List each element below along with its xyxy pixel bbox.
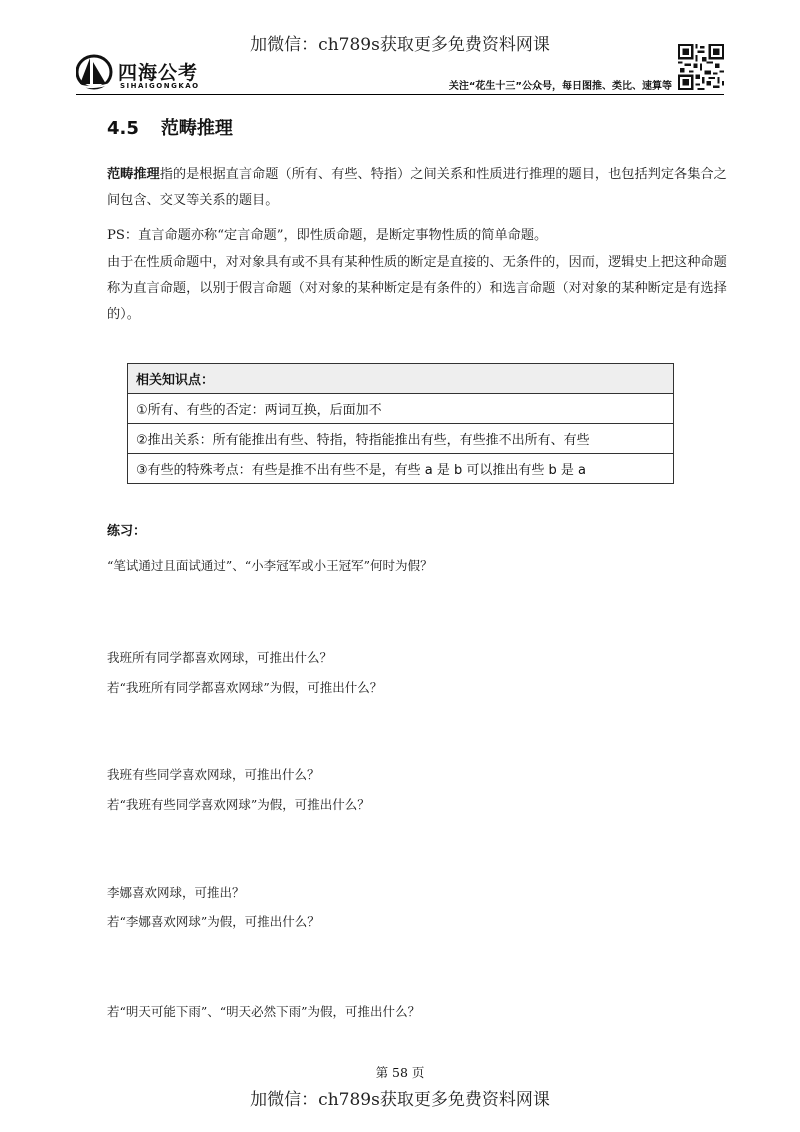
page-header (76, 44, 724, 94)
watermark-top: 加微信：ch789s获取更多免费资料网课 (250, 35, 550, 55)
logo-subtext: SIHAIGONGKAO (120, 82, 200, 90)
practice-question: 若“李娜喜欢网球”为假，可推出什么？ (107, 914, 320, 929)
knowledge-points-table (127, 363, 674, 484)
sail-logo-icon (76, 54, 116, 90)
practice-question: 若“明天可能下雨”、“明天必然下雨”为假，可推出什么？ (107, 1004, 421, 1019)
definition-paragraph (107, 162, 729, 214)
definition-text: 指的是根据直言命题（所有、有些、特指）之间关系和性质进行推理的题目，也包括判定各集合之间包含、交叉等关系的题目。 (107, 167, 727, 208)
header-divider (76, 94, 724, 95)
section-heading (107, 114, 233, 140)
practice-question: 我班有些同学喜欢网球，可推出什么？ (107, 767, 320, 782)
practice-question: 若“我班所有同学都喜欢网球”为假，可推出什么？ (107, 680, 383, 695)
ps-text: PS：直言命题亦称“定言命题”，即性质命题，是断定事物性质的简单命题。 (107, 228, 548, 243)
table-cell: ①所有、有些的否定：两词互换，后面加不 (128, 394, 674, 424)
table-cell: ②推出关系：所有能推出有些、特指，特指能推出有些，有些推不出所有、有些 (128, 424, 674, 454)
watermark-bottom: 加微信：ch789s获取更多免费资料网课 (250, 1090, 550, 1110)
follow-notice: 关注“花生十三”公众号，每日图推、类比、速算等 (448, 81, 672, 92)
qr-code-icon (678, 44, 724, 90)
section-title: 范畴推理 (160, 118, 233, 139)
explanation-paragraph (107, 250, 729, 328)
definition-term: 范畴推理 (107, 167, 160, 182)
logo-text: 四海公考 (118, 62, 199, 84)
ps-paragraph (107, 223, 729, 249)
practice-question: “笔试通过且面试通过”、“小李冠军或小王冠军”何时为假？ (107, 558, 433, 573)
logo (76, 54, 236, 94)
table-header-cell: 相关知识点： (128, 364, 674, 394)
page-number: 第 58 页 (375, 1065, 425, 1080)
table-row (128, 394, 674, 424)
table-row (128, 454, 674, 484)
table-cell: ③有些的特殊考点：有些是推不出有些不是，有些 a 是 b 可以推出有些 b 是 a (128, 454, 674, 484)
practice-question: 若“我班有些同学喜欢网球”为假，可推出什么？ (107, 797, 370, 812)
table-header-row (128, 364, 674, 394)
explanation-text: 由于在性质命题中，对对象具有或不具有某种性质的断定是直接的、无条件的，因而，逻辑史上把这种命题称为直言命题，以别于假言命题（对对象的某种断定是有条件的）和选言命题（对对象的某种断定是有选择的）。 (107, 255, 727, 322)
table-row (128, 424, 674, 454)
practice-question: 李娜喜欢网球，可推出？ (107, 885, 245, 900)
practice-question: 我班所有同学都喜欢网球，可推出什么？ (107, 650, 333, 665)
section-number: 4.5 (107, 118, 139, 139)
practice-label: 练习： (107, 524, 147, 539)
